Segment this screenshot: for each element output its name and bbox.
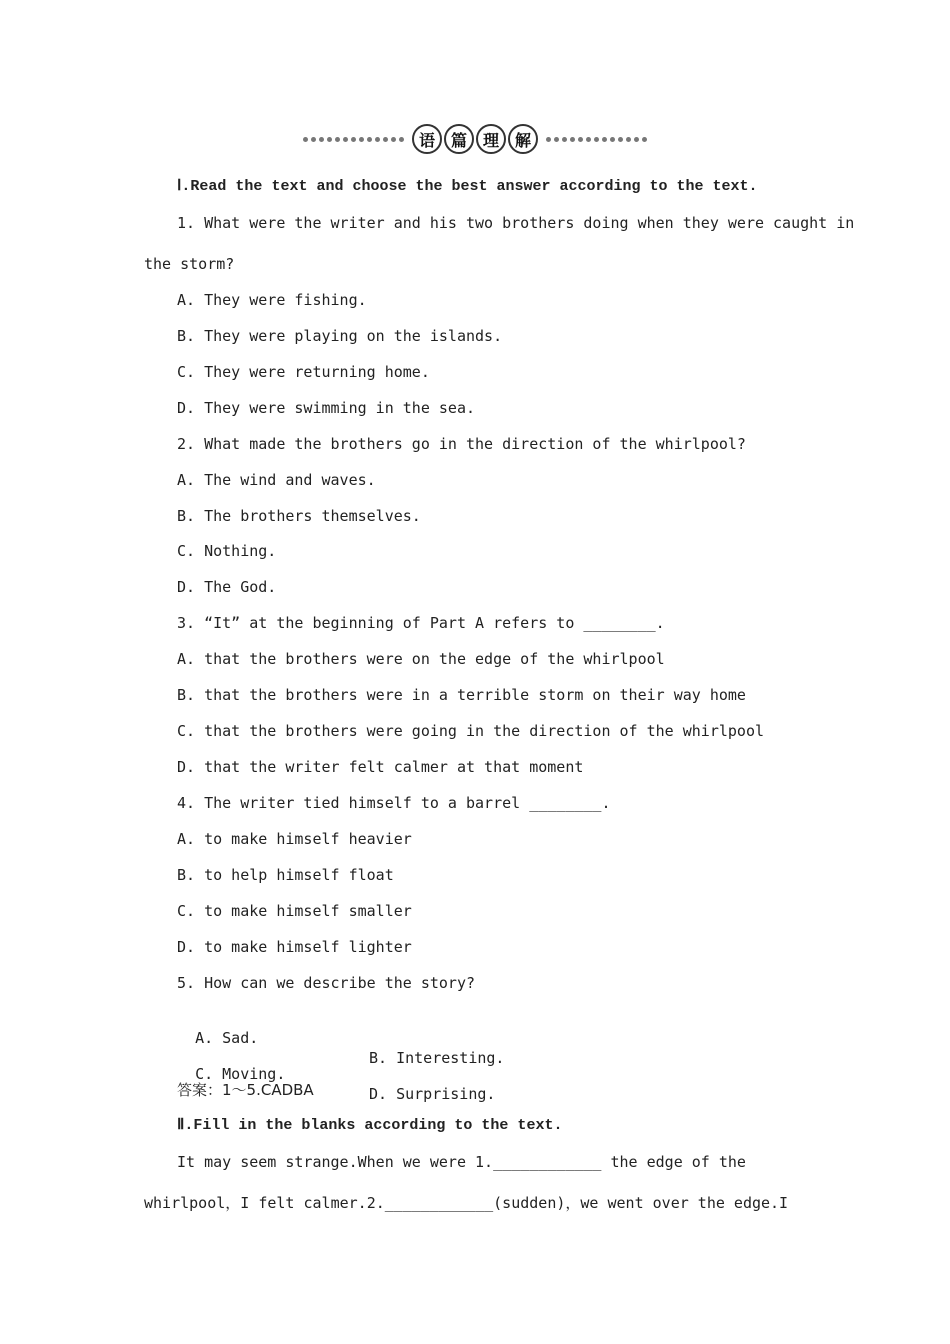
right-dot-divider: [546, 137, 647, 142]
banner-char: 语: [412, 124, 442, 154]
option-3b: B. that the brothers were in a terrible storm on their way home: [177, 686, 746, 704]
banner-char: 解: [508, 124, 538, 154]
answer-key: 答案：1～5.CADBA: [177, 1081, 314, 1099]
section-banner: [0, 124, 950, 154]
left-dot-divider: [303, 137, 404, 142]
option-3a: A. that the brothers were on the edge of the whirlpool: [177, 650, 665, 668]
option-5c: C. Moving.: [195, 1065, 286, 1083]
option-2a: A. The wind and waves.: [177, 471, 376, 489]
option-2c: C. Nothing.: [177, 542, 277, 560]
option-3c: C. that the brothers were going in the direction of the whirlpool: [177, 722, 764, 740]
option-5a: A. Sad.: [195, 1029, 259, 1047]
fill-blank-line-2: whirlpool，I felt calmer.2.____________(sudden)，we went over the edge.I: [144, 1194, 789, 1212]
section-2-heading: Ⅱ.Fill in the blanks according to the text.: [177, 1117, 563, 1134]
fill-blank-line-1: It may seem strange.When we were 1.____________ the edge of the: [177, 1153, 746, 1171]
banner-title: [412, 124, 538, 154]
question-5-text: 5. How can we describe the story?: [177, 974, 476, 992]
option-1c: C. They were returning home.: [177, 363, 430, 381]
option-1a: A. They were fishing.: [177, 291, 367, 309]
option-4c: C. to make himself smaller: [177, 902, 412, 920]
banner-char: 篇: [444, 124, 474, 154]
option-1d: D. They were swimming in the sea.: [177, 399, 476, 417]
question-1-text-cont: the storm?: [144, 255, 235, 273]
option-5d: D. Surprising.: [369, 1085, 496, 1103]
question-4-text: 4. The writer tied himself to a barrel ________.: [177, 794, 611, 812]
question-1-text: 1. What were the writer and his two brothers doing when they were caught in: [177, 214, 855, 232]
section-1-heading: Ⅰ.Read the text and choose the best answer according to the text.: [177, 178, 758, 195]
option-3d: D. that the writer felt calmer at that moment: [177, 758, 584, 776]
option-1b: B. They were playing on the islands.: [177, 327, 503, 345]
question-3-text: 3. “It” at the beginning of Part A refers to ________.: [177, 614, 665, 632]
option-2b: B. The brothers themselves.: [177, 507, 421, 525]
option-5b: B. Interesting.: [369, 1049, 505, 1067]
question-2-text: 2. What made the brothers go in the direction of the whirlpool?: [177, 435, 746, 453]
banner-char: 理: [476, 124, 506, 154]
option-2d: D. The God.: [177, 578, 277, 596]
option-4d: D. to make himself lighter: [177, 938, 412, 956]
option-4b: B. to help himself float: [177, 866, 394, 884]
option-4a: A. to make himself heavier: [177, 830, 412, 848]
